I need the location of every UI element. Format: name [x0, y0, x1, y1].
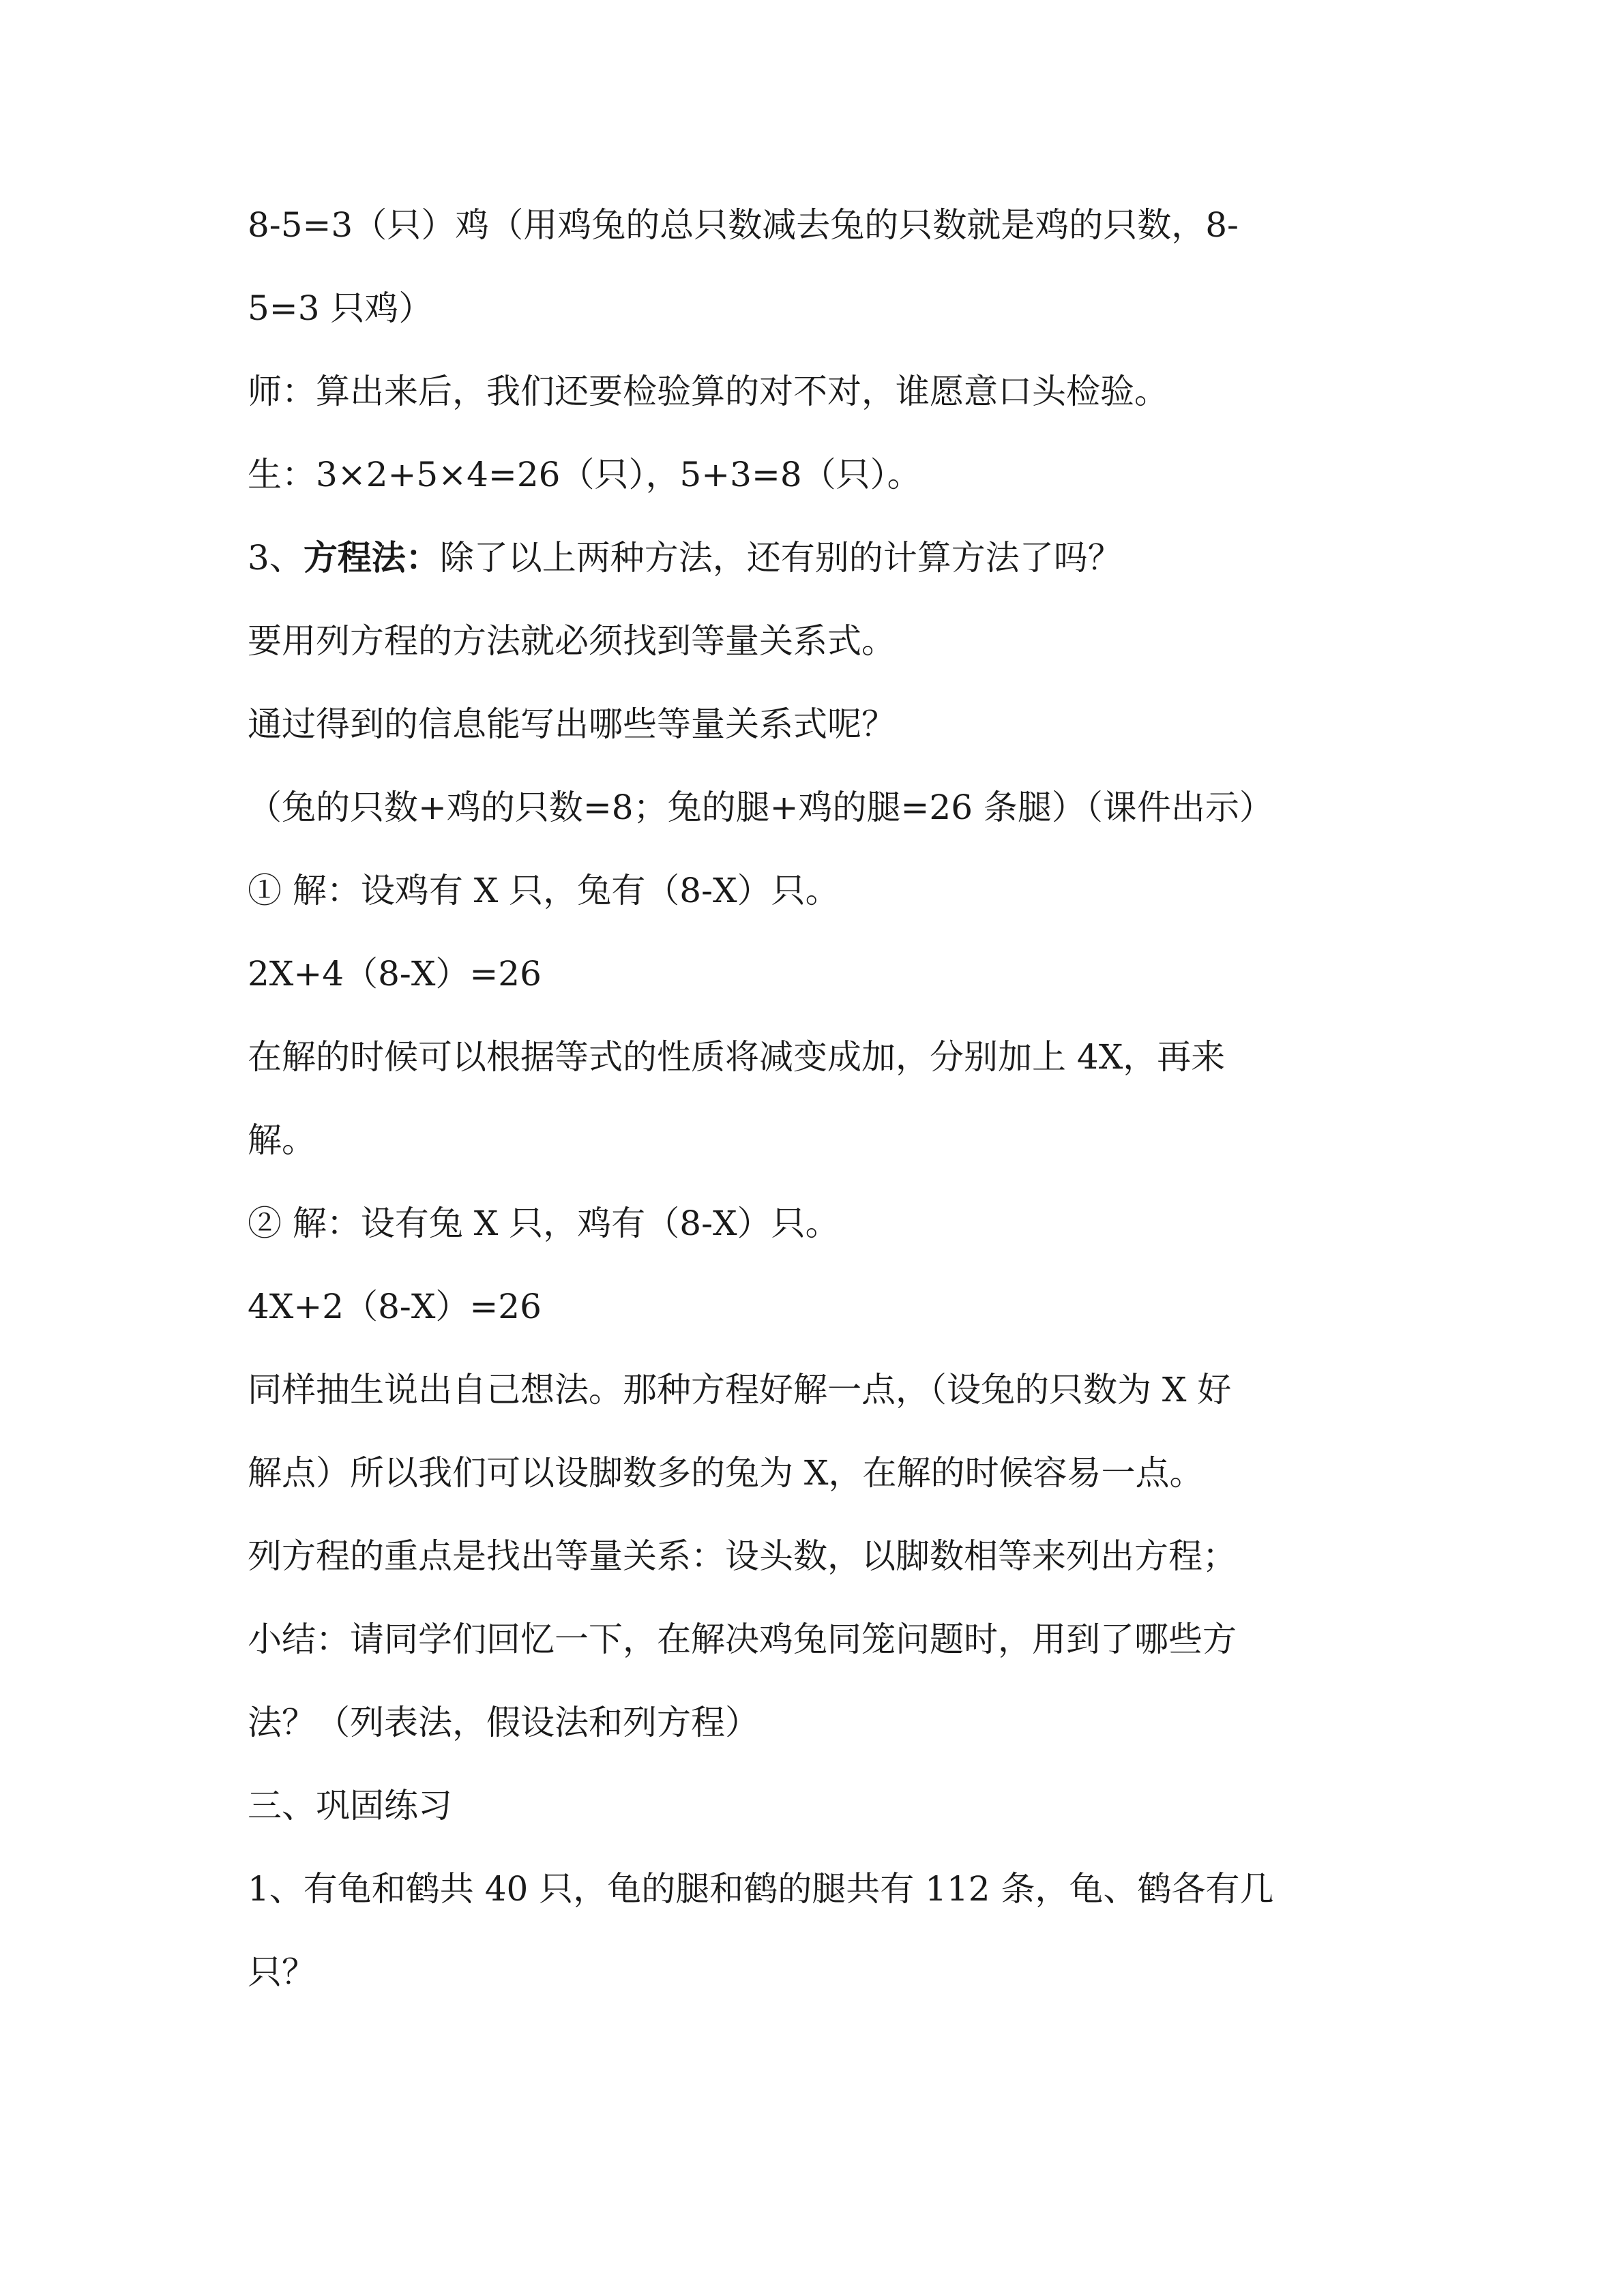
- solution-2-line: ② 解：设有兔 X 只，鸡有（8-X）只。: [248, 1204, 840, 1243]
- text-line: 解点）所以我们可以设脚数多的兔为 X，在解的时候容易一点。: [248, 1453, 1204, 1493]
- document-body: [248, 203, 1380, 2033]
- text-line: 通过得到的信息能写出哪些等量关系式呢？: [248, 704, 896, 744]
- text-line: 5=3 只鸡）: [248, 288, 433, 328]
- summary-line: 小结：请同学们回忆一下，在解决鸡兔同笼问题时，用到了哪些方: [248, 1620, 1237, 1659]
- equation-1: 2X+4（8-X）=26: [248, 954, 542, 994]
- equation-2: 4X+2（8-X）=26: [248, 1287, 542, 1326]
- text-line: 师：算出来后，我们还要检验算的对不对，谁愿意口头检验。: [248, 372, 1168, 411]
- method-3-heading: 方程法：: [303, 537, 440, 578]
- text-line: 法？（列表法，假设法和列方程）: [248, 1703, 759, 1742]
- method-3-text: 除了以上两种方法，还有别的计算方法了吗？: [439, 538, 1122, 578]
- text-line: 同样抽生说出自己想法。那种方程好解一点，（设兔的只数为 X 好: [248, 1370, 1232, 1410]
- text-line: 只？: [248, 1952, 316, 1992]
- text-line: 解。: [248, 1120, 316, 1160]
- text-line: 在解的时候可以根据等式的性质将减变成加，分别加上 4X，再来: [248, 1037, 1226, 1077]
- method-3-number: 3、: [248, 538, 304, 578]
- text-line: （兔的只数+鸡的只数=8；兔的腿+鸡的腿=26 条腿）（课件出示）: [248, 788, 1273, 827]
- method-3-line: [248, 536, 1380, 580]
- exercise-line: 1、有龟和鹤共 40 只，龟的腿和鹤的腿共有 112 条，龟、鹤各有几: [248, 1869, 1274, 1909]
- text-line: 生：3×2+5×4=26（只），5+3=8（只）。: [248, 455, 921, 494]
- section-heading: 三、巩固练习: [248, 1786, 452, 1825]
- text-line: 8-5=3（只）鸡（用鸡兔的总只数减去兔的只数就是鸡的只数，8-: [248, 205, 1239, 245]
- text-line: 列方程的重点是找出等量关系：设头数，以脚数相等来列出方程；: [248, 1536, 1237, 1576]
- text-line: 要用列方程的方法就必须找到等量关系式。: [248, 621, 896, 661]
- solution-1-line: ① 解：设鸡有 X 只，兔有（8-X）只。: [248, 871, 840, 910]
